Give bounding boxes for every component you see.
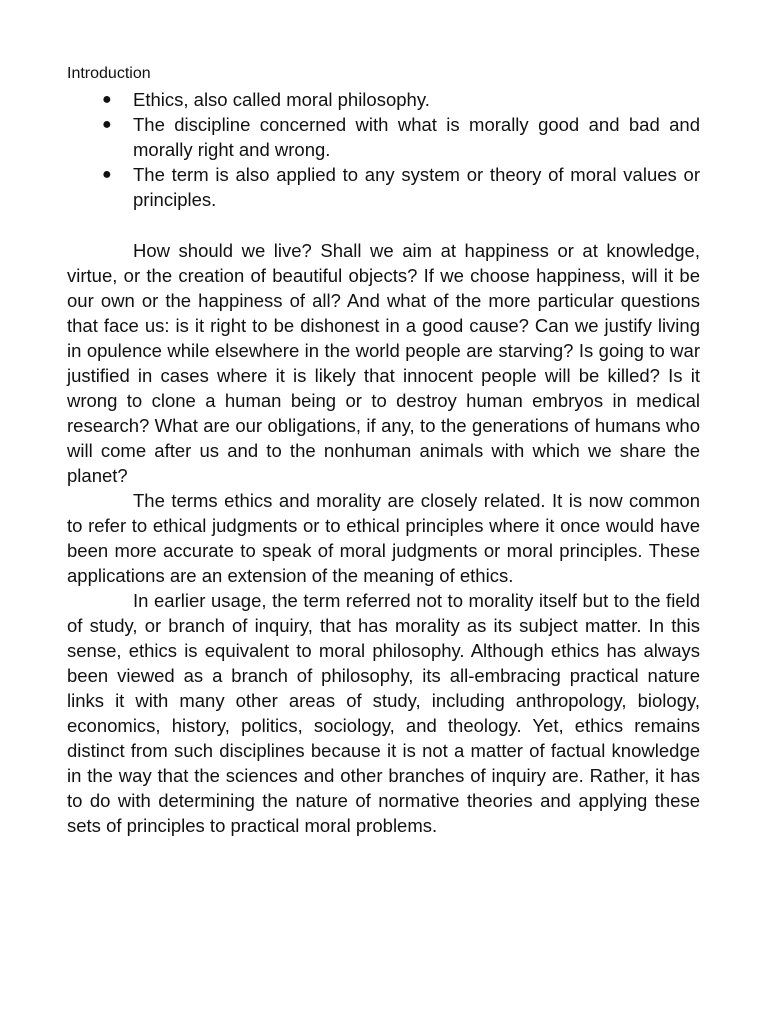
bullet-dot-icon: ● xyxy=(102,91,112,108)
body-paragraph: The terms ethics and morality are closely related. It is now common to refer to ethical judgments or to ethical principles where it once would have been more accurate to speak of moral judgments or moral principles. These applications are an extension of the meaning of ethics. xyxy=(67,490,700,586)
document-page xyxy=(67,64,700,838)
bullet-text: Ethics, also called moral philosophy. xyxy=(133,89,430,110)
bullet-item xyxy=(67,87,700,112)
bullet-item xyxy=(67,162,700,212)
bullet-dot-icon: ● xyxy=(102,116,112,133)
bullet-dot-icon: ● xyxy=(102,166,112,183)
bullet-text: The term is also applied to any system or theory of moral values or principles. xyxy=(133,164,700,210)
section-heading: Introduction xyxy=(67,65,151,82)
body-paragraph: How should we live? Shall we aim at happiness or at knowledge, virtue, or the creation of beautiful objects? If we choose happiness, will it be our own or the happiness of all? And what of the more particular questions that face us: is it right to be dishonest in a good cause? Can we justify living in opulence while elsewhere in the world people are starving? Is going to war justified in cases where it is likely that innocent people will be killed? Is it wrong to clone a human being or to destroy human embryos in medical research? What are our obligations, if any, to the generations of humans who will come after us and to the nonhuman animals with which we share the planet? xyxy=(67,240,700,486)
body-paragraph: In earlier usage, the term referred not to morality itself but to the field of study, or branch of inquiry, that has morality as its subject matter. In this sense, ethics is equivalent to moral philosophy. Although ethics has always been viewed as a branch of philosophy, its all-embracing practical nature links it with many other areas of study, including anthropology, biology, economics, history, politics, sociology, and theology. Yet, ethics remains distinct from such disciplines because it is not a matter of factual knowledge in the way that the sciences and other branches of inquiry are. Rather, it has to do with determining the nature of normative theories and applying these sets of principles to practical moral problems. xyxy=(67,590,700,836)
bullet-item xyxy=(67,112,700,162)
bullet-list xyxy=(67,87,700,212)
bullet-text: The discipline concerned with what is morally good and bad and morally right and wrong. xyxy=(133,114,700,160)
